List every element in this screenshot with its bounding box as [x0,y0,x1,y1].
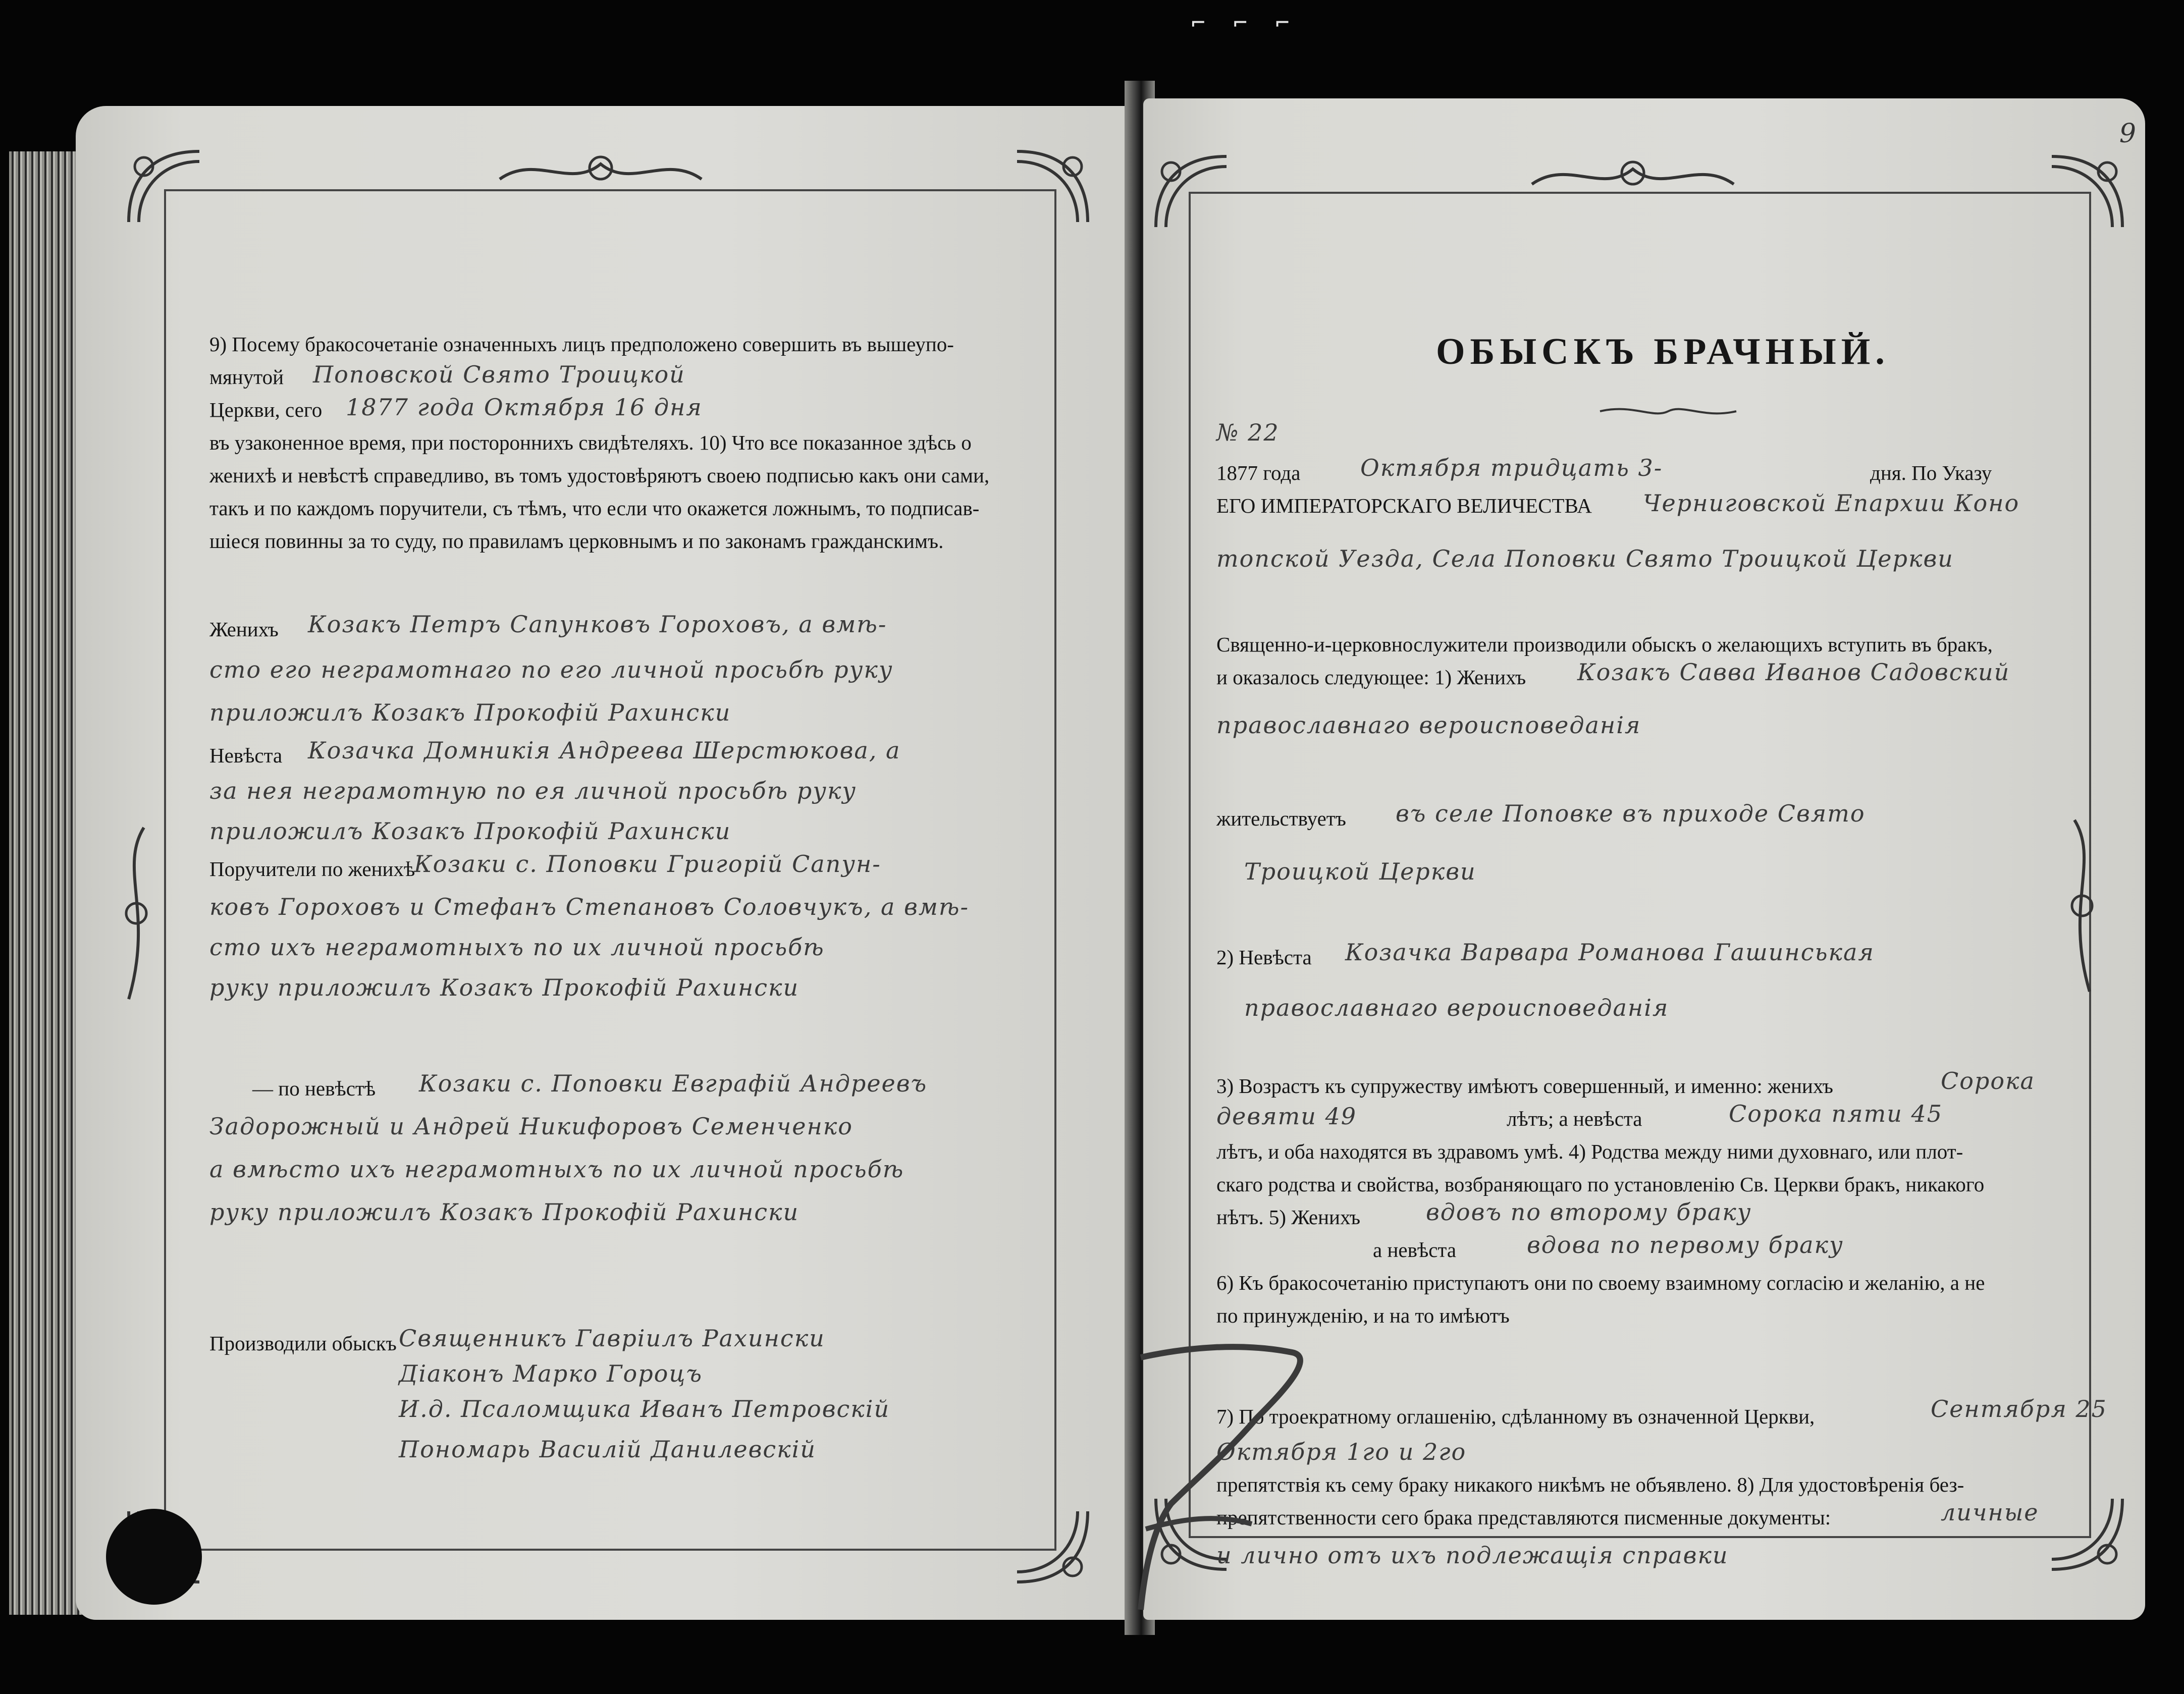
section-9-line-7: шіеся повинны за то суду, по правиламъ церковнымъ и по законамъ гражданскимъ. [209,529,944,553]
bride-label: 2) Невѣста [1216,946,1312,969]
psalmist-signature: И.д. Псаломщика Иванъ Петровскій [399,1395,890,1423]
bride-religion-handwriting: православнаго вероисповеданія [1244,994,1669,1021]
groom-signature-line-1: Козакъ Петръ Сапунковъ Гороховъ, а вмѣ- [308,611,887,638]
section-9-line-1: 9) Посему бракосочетаніе означенныхъ лицъ предположено совершить въ вышеупо- [209,333,954,356]
bride-marital-label: а невѣста [1373,1238,1457,1262]
ornament-corner-icon [1012,1506,1093,1587]
bride-guarantors-line-3: а вмѣсто ихъ неграмотныхъ по их личной просьбѣ [209,1156,904,1183]
document-title: ОБЫСКЪ БРАЧНЫЙ. [1436,331,1890,372]
wedding-date-handwriting: 1877 года Октября 16 дня [346,394,703,421]
kinship-line: скаго родства и свойства, возбраняющаго по установленію Св. Церкви бракъ, никакого [1216,1173,1985,1196]
bride-signature-line-1: Козачка Домникія Андреева Шерстюкова, а [308,737,901,764]
residence-handwriting-2: Троицкой Церкви [1244,858,1476,885]
consent-line-2: по принужденію, и на то имѣютъ [1216,1304,1510,1327]
record-number: № 22 [1216,419,1280,446]
ornament-corner-icon [2047,1494,2127,1574]
ornament-side-icon [114,823,159,1004]
bride-age-handwriting: Сорока пяти 45 [1729,1100,1943,1127]
page-number: 9 [2119,119,2136,149]
documents-handwriting-2: и лично отъ ихъ подлежащія справки [1216,1542,1729,1569]
groom-signature-line-3: приложилъ Козакъ Прокофій Рахински [209,699,731,726]
documents-line: препятственности сего брака представляются писменные документы: [1216,1506,1831,1529]
imperial-majesty-line: ЕГО ИМПЕРАТОРСКАГО ВЕЛИЧЕСТВА [1216,494,1592,517]
church-name-handwriting: Поповской Свято Троицкой [313,361,685,388]
ornament-header-icon [1527,154,1739,199]
bride-guarantors-line-4: руку приложилъ Козакъ Прокофій Рахински [209,1198,800,1226]
groom-guarantors-line-4: руку приложилъ Козакъ Прокофій Рахински [209,974,800,1001]
no-impediments-line: препятствія къ сему браку никакого никѣмъ не объявлено. 8) Для удостовѣренія без- [1216,1473,1964,1496]
decree-label: дня. По Указу [1870,461,1992,484]
ink-blot [106,1509,202,1605]
section-9-line-5: женихѣ и невѣстѣ справедливо, въ томъ удостовѣряютъ своею подписью какъ они сами, [209,464,990,487]
groom-name-handwriting: Козакъ Савва Иванов Садовский [1577,659,2010,686]
archive-frame-mark: ⌐ ⌐ ⌐ [1191,9,1297,36]
section-9-line-3: Церкви, сего [209,398,323,421]
groom-guarantors-line-2: ковъ Гороховъ и Стефанъ Степановъ Соловчукъ, а вмѣ- [209,893,970,920]
clergy-intro-line: Священно-и-церковнослужители производили обыскъ о желающихъ вступить въ бракъ, [1216,633,1993,656]
age-line: 3) Возрастъ къ супружеству имѣютъ совершенный, и именно: женихъ [1216,1074,1833,1098]
deacon-signature: Діаконъ Марко Гороцъ [399,1360,703,1387]
left-page [76,106,1141,1620]
groom-guarantors-line-1: Козаки с. Поповки Григорій Сапун- [414,850,881,878]
banns-line: 7) По троекратному оглашенію, сдѣланному въ означенной Церкви, [1216,1405,1815,1428]
bride-age-label: лѣтъ; а невѣста [1507,1107,1642,1130]
bride-signature-line-2: за нея неграмотную по ея личной просьбѣ руку [209,777,857,804]
banns-date-handwriting-2: Октября 1го и 2го [1216,1438,1467,1465]
bride-guarantors-label: — по невѣстѣ [252,1077,376,1100]
ornament-corner-icon [1012,146,1093,227]
groom-marital-handwriting: вдовъ по второму браку [1426,1198,1752,1226]
groom-age-handwriting: Сорока [1941,1067,2035,1095]
residence-label: жительствуетъ [1216,807,1346,830]
ornament-header-icon [495,149,707,194]
groom-guarantors-line-3: сто ихъ неграмотныхъ по их личной просьбѣ [209,934,825,961]
ornament-corner-icon [124,146,204,227]
groom-guarantors-label: Поручители по женихѣ [209,857,415,881]
consent-line: 6) Къ бракосочетанію приступаютъ они по своему взаимному согласію и желанію, а не [1216,1271,1985,1294]
title-flourish-icon [1597,404,1739,419]
ornament-corner-icon [1151,151,1232,232]
section-9-line-4: въ узаконенное время, при постороннихъ свидѣтеляхъ. 10) Что все показанное здѣсь о [209,431,972,454]
groom-religion-handwriting: православнаго вероисповеданія [1216,712,1641,739]
documents-handwriting: личные [1941,1499,2039,1526]
bride-signature-line-3: приложилъ Козакъ Прокофій Рахински [209,817,731,845]
groom-signature-label: Женихъ [209,618,279,641]
groom-age-handwriting-2: девяти 49 [1216,1103,1357,1130]
date-handwriting: Октября тридцать 3- [1360,454,1663,481]
sexton-signature: Пономарь Василій Данилевскій [399,1436,816,1463]
findings-line: и оказалось следующее: 1) Женихъ [1216,666,1526,689]
bride-guarantors-line-2: Задорожный и Андрей Никифоровъ Семенченко [209,1113,853,1140]
bride-marital-handwriting: вдова по первому браку [1527,1231,1844,1259]
section-9-line-6: такъ и по каждомъ поручители, съ тѣмъ, что если что окажется ложнымъ, то подписав- [209,497,980,520]
eparchy-handwriting: Черниговской Епархии Коно [1643,489,2020,517]
groom-signature-line-2: сто его неграмотнаго по его личной просьбѣ руку [209,656,893,683]
bride-guarantors-line-1: Козаки с. Поповки Евграфій Андреевъ [419,1070,928,1097]
binding-thread-icon [1126,1337,1338,1620]
section-9-line-2: мянутой [209,365,284,389]
banns-date-handwriting: Сентября 25 [1931,1395,2107,1423]
ornament-side-icon [2059,815,2105,997]
health-line: лѣтъ, и оба находятся въ здравомъ умѣ. 4) Родства между ними духовнаго, или плот- [1216,1140,1963,1163]
groom-marital-label: нѣтъ. 5) Женихъ [1216,1206,1361,1229]
residence-handwriting: въ селе Поповке въ приходе Свято [1396,800,1866,827]
parish-handwriting: топской Уезда, Села Поповки Свято Троицкой Церкви [1216,545,1954,572]
bride-signature-label: Невѣста [209,744,283,767]
date-line-label: 1877 года [1216,461,1301,484]
ornament-corner-icon [2047,151,2127,232]
search-performed-label: Производили обыскъ [209,1332,397,1355]
book-page-edges [9,151,85,1615]
bride-name-handwriting: Козачка Варвара Романова Гашинськая [1345,939,1875,966]
priest-signature: Священникъ Гавріилъ Рахински [399,1325,825,1352]
